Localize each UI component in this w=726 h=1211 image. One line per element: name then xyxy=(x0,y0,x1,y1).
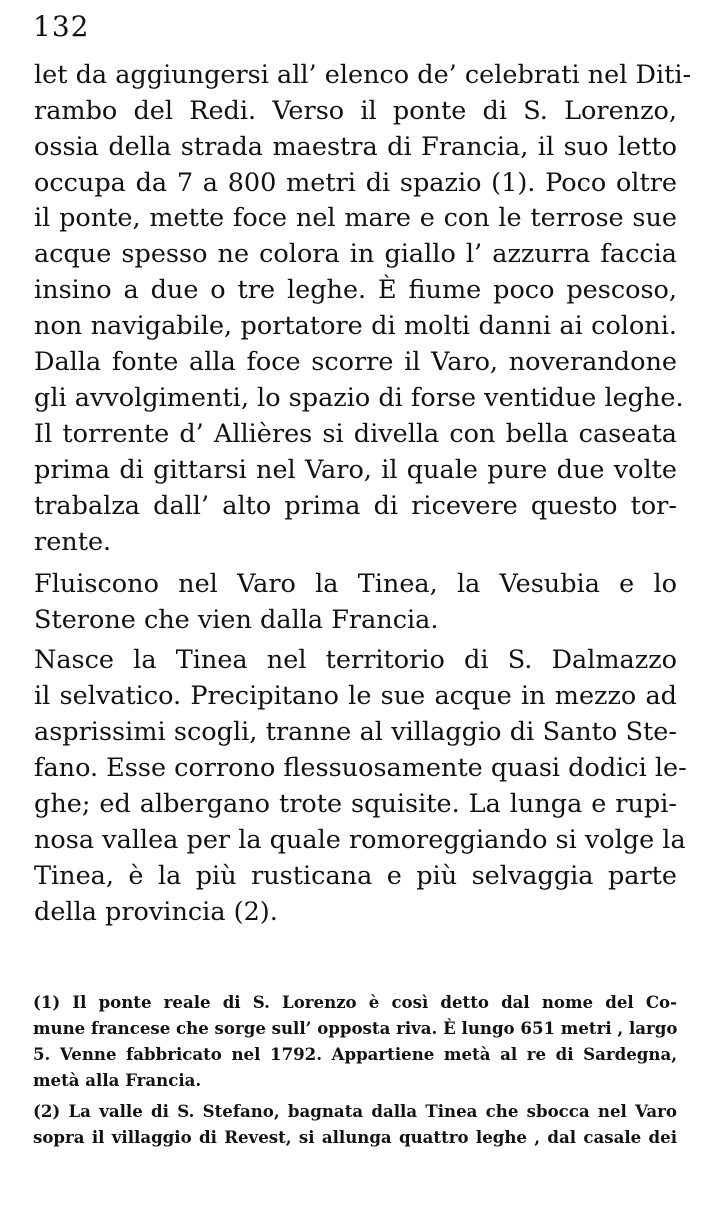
text-line: Fluiscono nel Varo la Tinea, la Vesubia e lo xyxy=(34,569,677,599)
text-line: trabalza dall’ alto prima di ricevere questo tor- xyxy=(34,491,677,521)
footnote-line: (2) La valle di S. Stefano, bagnata dalla Tinea che sbocca nel Varo xyxy=(33,1101,677,1121)
text-line: non navigabile, portatore di molti danni ai coloni. xyxy=(34,311,677,341)
text-line: nosa vallea per la quale romoreggiando si volge la xyxy=(34,825,686,855)
footnote-line: (1) Il ponte reale di S. Lorenzo è così detto dal nome del Co- xyxy=(33,992,677,1012)
text-line: insino a due o tre leghe. È fiume poco pescoso, xyxy=(34,275,677,305)
text-line: ossia della strada maestra di Francia, il suo letto xyxy=(34,132,677,162)
text-line: fano. Esse corrono flessuosamente quasi dodici le- xyxy=(34,753,687,783)
text-line: let da aggiungersi all’ elenco de’ celebrati nel Diti- xyxy=(34,60,692,90)
footnote-line: 5. Venne fabbricato nel 1792. Appartiene metà al re di Sardegna, xyxy=(33,1044,677,1064)
text-line: rambo del Redi. Verso il ponte di S. Lorenzo, xyxy=(34,96,677,126)
text-line: ghe; ed albergano trote squisite. La lunga e rupi- xyxy=(34,789,677,819)
text-line: Nasce la Tinea nel territorio di S. Dalmazzo xyxy=(34,645,677,675)
text-line: Il torrente d’ Allières si divella con bella caseata xyxy=(34,419,677,449)
text-line: Sterone che vien dalla Francia. xyxy=(34,605,439,635)
footnote-line: sopra il villaggio di Revest, si allunga quattro leghe , dal casale dei xyxy=(33,1127,677,1147)
text-line: il ponte, mette foce nel mare e con le terrose sue xyxy=(34,203,677,233)
text-line: Tinea, è la più rusticana e più selvaggia parte xyxy=(34,861,677,891)
text-line: occupa da 7 a 800 metri di spazio (1). Poco oltre xyxy=(34,168,677,198)
text-line: prima di gittarsi nel Varo, il quale pure due volte xyxy=(34,455,677,485)
page-number: 132 xyxy=(33,10,90,43)
text-line: rente. xyxy=(34,527,112,557)
text-line: Dalla fonte alla foce scorre il Varo, noverandone xyxy=(34,347,677,377)
text-line: della provincia (2). xyxy=(34,897,278,927)
text-line: gli avvolgimenti, lo spazio di forse ventidue leghe. xyxy=(34,383,684,413)
footnote-line: mune francese che sorge sull’ opposta riva. È lungo 651 metri , largo xyxy=(33,1018,678,1038)
text-line: acque spesso ne colora in giallo l’ azzurra faccia xyxy=(34,239,677,269)
text-line: asprissimi scogli, tranne al villaggio di Santo Ste- xyxy=(34,717,677,747)
text-line: il selvatico. Precipitano le sue acque in mezzo ad xyxy=(34,681,677,711)
footnote-line: metà alla Francia. xyxy=(33,1070,202,1090)
